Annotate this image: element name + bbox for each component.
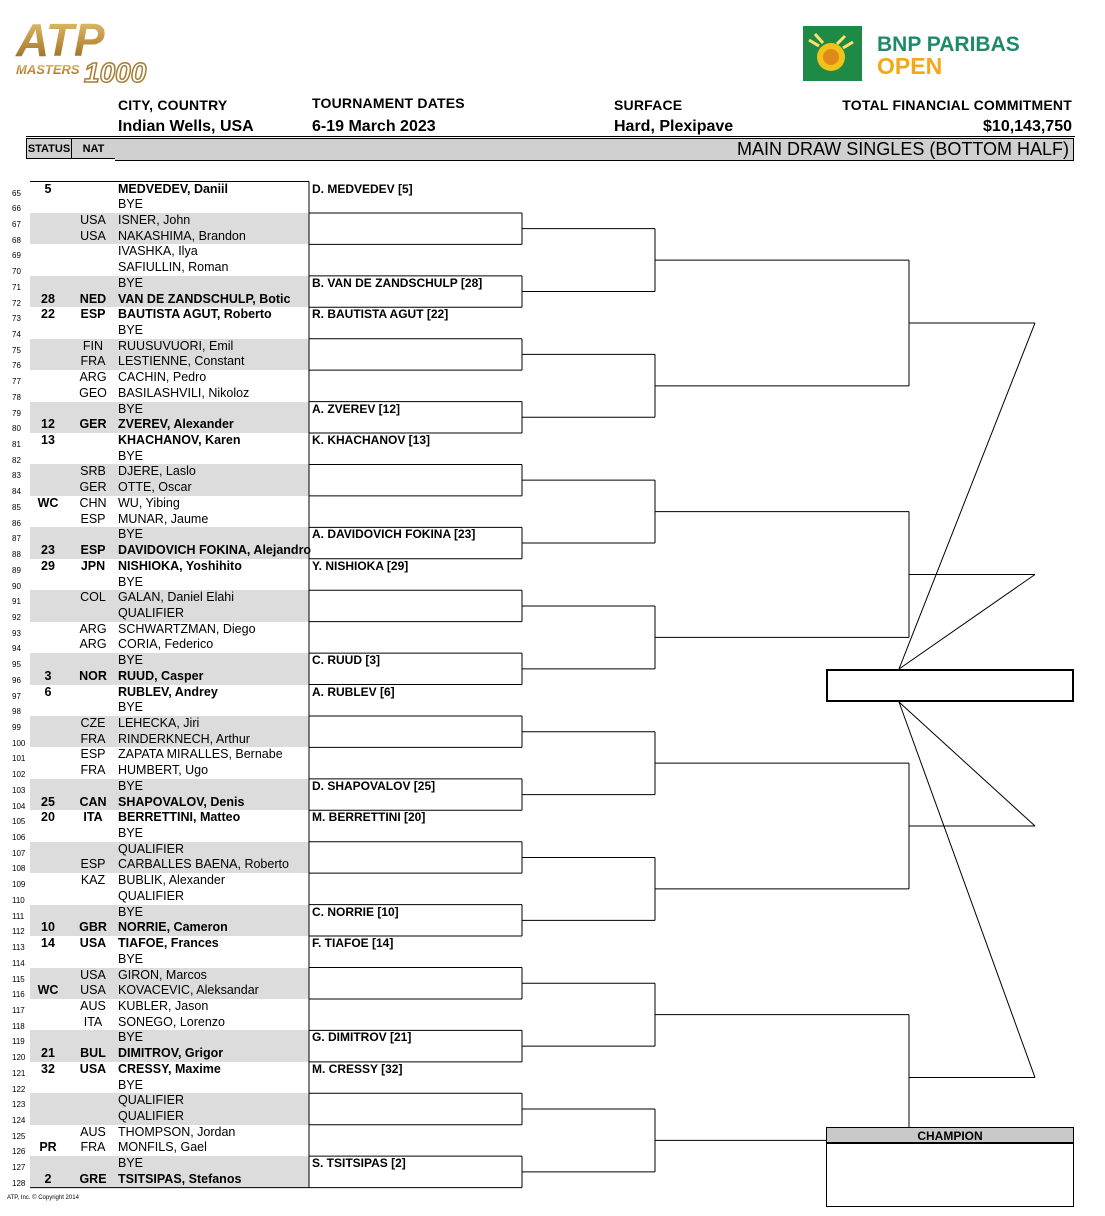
player-status: 2 [44,1171,52,1186]
draw-position: 112 [12,927,25,937]
player-nat: SRB [80,464,106,479]
player-name: SHAPOVALOV, Denis [118,794,245,809]
draw-title: MAIN DRAW SINGLES (BOTTOM HALF) [736,139,1069,159]
player-nat: ESP [80,511,106,526]
player-name: BYE [118,322,144,337]
player-nat: USA [79,936,107,951]
player-name: GIRON, Marcos [118,967,207,982]
round2-player: Y. NISHIOKA [29] [312,558,409,573]
player-name: OTTE, Oscar [118,480,192,495]
draw-position: 77 [12,377,21,387]
player-name: MONFILS, Gael [118,1140,207,1155]
player-nat: ARG [79,637,107,652]
draw-position: 74 [12,329,21,339]
player-nat: AUS [80,1124,106,1139]
round2-player: F. TIAFOE [14] [312,936,394,951]
player-name: KUBLER, Jason [118,998,209,1013]
player-status: 28 [41,291,55,306]
draw-position: 101 [12,754,26,764]
player-status: WC [37,983,59,998]
draw-position: 95 [12,660,21,670]
draw-position: 86 [12,518,21,528]
draw-position: 71 [12,282,21,292]
surface-value: Hard, Plexipave [614,118,734,135]
champion-box [826,1143,1074,1207]
player-name: LESTIENNE, Constant [118,354,245,369]
player-nat: FRA [80,1140,106,1155]
draw-position: 117 [12,1005,25,1015]
player-name: BYE [118,904,144,919]
city-value: Indian Wells, USA [118,118,254,135]
draw-position: 79 [12,408,21,418]
player-name: KHACHANOV, Karen [118,433,241,448]
draw-position: 119 [12,1037,25,1047]
draw-position: 125 [12,1131,26,1141]
draw-position: 115 [12,974,25,984]
draw-position: 96 [12,675,21,685]
player-name: BYE [118,1077,144,1092]
sf-line [899,702,1035,1078]
draw-position: 109 [12,880,26,890]
player-name: TIAFOE, Frances [118,936,219,951]
player-name: GALAN, Daniel Elahi [118,590,235,605]
player-name: BYE [118,527,144,542]
surface-label: SURFACE [614,97,683,113]
round2-player: D. SHAPOVALOV [25] [312,778,436,793]
player-nat: FIN [82,338,104,353]
player-name: QUALIFIER [118,1093,184,1108]
player-name: BYE [118,700,144,715]
player-nat: NED [79,291,107,306]
player-nat: GRE [79,1171,107,1186]
player-name: NAKASHIMA, Brandon [118,228,246,243]
draw-position: 107 [12,848,26,858]
player-name: KOVACEVIC, Aleksandar [118,983,259,998]
draw-position: 118 [12,1021,25,1031]
player-status: 6 [44,684,52,699]
draw-position: 90 [12,581,21,591]
player-nat: ARG [79,621,107,636]
player-nat: BUL [80,1046,106,1061]
player-nat: ESP [80,857,106,872]
player-name: BYE [118,1030,144,1045]
player-name: RUBLEV, Andrey [118,684,218,699]
draw-position: 99 [12,722,21,732]
draw-position: 114 [12,958,25,968]
player-nat: KAZ [80,873,106,888]
status-column-header: STATUS [26,138,72,159]
player-name: NORRIE, Cameron [118,920,228,935]
draw-position: 97 [12,691,21,701]
player-name: RUUSUVUORI, Emil [118,338,234,353]
player-name: QUALIFIER [118,605,184,620]
draw-position: 110 [12,895,25,905]
player-name: RUUD, Casper [118,668,204,683]
player-name: DAVIDOVICH FOKINA, Alejandro [118,543,312,558]
player-name: RINDERKNECH, Arthur [118,731,250,746]
player-status: 29 [41,558,55,573]
player-status: WC [37,495,59,510]
player-nat: CZE [80,715,106,730]
round2-player: A. ZVEREV [12] [312,401,401,416]
player-nat: JPN [80,558,106,573]
player-nat: ITA [83,810,103,825]
player-name: MEDVEDEV, Daniil [118,181,228,196]
draw-position: 126 [12,1147,26,1157]
draw-position: 102 [12,770,26,780]
player-name: BUBLIK, Alexander [118,873,226,888]
player-nat: GER [79,480,107,495]
dates-label: TOURNAMENT DATES [312,95,465,111]
player-nat: ESP [80,307,106,322]
player-nat: GEO [79,385,107,400]
draw-position: 100 [12,738,26,748]
player-status: 32 [41,1061,55,1076]
draw-position: 78 [12,392,21,402]
player-name: TSITSIPAS, Stefanos [118,1171,242,1186]
player-status: 23 [41,543,55,558]
draw-position: 105 [12,817,26,827]
player-name: BYE [118,653,144,668]
nat-column-header: NAT [71,138,116,159]
player-nat: FRA [80,354,106,369]
player-nat: FRA [80,731,106,746]
player-name: HUMBERT, Ugo [118,763,209,778]
player-name: NISHIOKA, Yoshihito [118,558,242,573]
player-name: MUNAR, Jaume [118,511,209,526]
player-status: 22 [41,307,55,322]
player-nat: NOR [79,668,107,683]
player-name: QUALIFIER [118,841,184,856]
round2-player: R. BAUTISTA AGUT [22] [312,307,449,322]
player-status: 12 [41,417,55,432]
player-name: BYE [118,1156,144,1171]
player-name: DIMITROV, Grigor [118,1046,224,1061]
player-name: SCHWARTZMAN, Diego [118,621,256,636]
draw-position: 113 [12,943,25,953]
draw-position: 85 [12,502,21,512]
round2-player: S. TSITSIPAS [2] [312,1156,406,1171]
player-status: PR [39,1140,57,1155]
player-status: 20 [41,810,55,825]
player-status: 5 [44,181,52,196]
commitment-label: TOTAL FINANCIAL COMMITMENT [842,97,1072,113]
draw-position: 111 [12,911,25,921]
player-name: VAN DE ZANDSCHULP, Botic [118,291,291,306]
player-name: CARBALLES BAENA, Roberto [118,857,289,872]
player-name: BAUTISTA AGUT, Roberto [118,307,272,322]
draw-position: 73 [12,314,21,324]
player-name: BYE [118,197,144,212]
masters-text: MASTERS [16,62,80,77]
player-name: SAFIULLIN, Roman [118,260,229,275]
draw-position: 75 [12,345,21,355]
player-nat: AUS [80,998,106,1013]
player-nat: USA [80,967,106,982]
draw-position: 65 [12,188,21,198]
commitment-value: $10,143,750 [983,118,1072,135]
player-name: ZVEREV, Alexander [118,417,234,432]
player-name: LEHECKA, Jiri [118,715,200,730]
player-nat: CAN [79,794,107,809]
city-label: CITY, COUNTRY [118,97,228,113]
player-name: WU, Yibing [118,495,180,510]
player-nat: ESP [80,747,106,762]
player-name: BASILASHVILI, Nikoloz [118,385,250,400]
bnp-line2: OPEN [877,53,943,79]
round2-player: C. NORRIE [10] [312,904,399,919]
player-name: BYE [118,275,144,290]
draw-position: 76 [12,361,21,371]
player-nat: ESP [80,543,106,558]
player-name: IVASHKA, Ilya [118,244,198,259]
player-status: 13 [41,433,55,448]
draw-position: 91 [12,597,21,607]
player-status: 14 [41,936,55,951]
atp-text: ATP [16,14,105,66]
player-nat: GER [79,417,107,432]
copyright-footer: ATP, Inc. © Copyright 2014 [7,1195,79,1201]
draw-position: 83 [12,471,21,481]
player-name: ISNER, John [118,212,191,227]
round2-player: C. RUUD [3] [312,653,380,668]
sf-line [899,575,1035,670]
player-nat: USA [80,983,106,998]
player-status: 3 [44,668,52,683]
draw-position: 127 [12,1163,26,1173]
draw-position: 104 [12,801,26,811]
draw-position: 66 [12,204,21,214]
player-nat: USA [80,212,106,227]
player-name: SONEGO, Lorenzo [118,1014,225,1029]
round2-player: M. CRESSY [32] [312,1061,403,1076]
round2-player: M. BERRETTINI [20] [312,810,426,825]
draw-position: 87 [12,534,21,544]
draw-position: 81 [12,440,21,450]
player-name: ZAPATA MIRALLES, Bernabe [118,747,283,762]
player-name: BYE [118,574,144,589]
player-name: BYE [118,826,144,841]
player-status: 10 [41,920,55,935]
player-name: BYE [118,401,144,416]
sf-line [899,702,1035,826]
draw-position: 116 [12,990,25,1000]
player-status: 21 [41,1046,55,1061]
draw-position: 92 [12,612,21,622]
draw-position: 82 [12,455,21,465]
draw-position: 124 [12,1115,26,1125]
player-nat: USA [79,1061,107,1076]
player-nat: GBR [79,920,107,935]
bnp-line1: BNP PARIBAS [877,33,1020,56]
player-name: BYE [118,448,144,463]
round2-player: A. DAVIDOVICH FOKINA [23] [312,527,476,542]
draw-position: 108 [12,864,26,874]
draw-position: 98 [12,707,21,717]
round2-player: A. RUBLEV [6] [312,684,395,699]
draw-position: 67 [12,219,21,229]
round2-player: B. VAN DE ZANDSCHULP [28] [312,275,483,290]
draw-position: 120 [12,1053,26,1063]
player-nat: COL [80,590,106,605]
draw-position: 89 [12,565,21,575]
champion-header: CHAMPION [826,1127,1074,1143]
player-name: CACHIN, Pedro [118,370,207,385]
player-name: QUALIFIER [118,1108,184,1123]
player-status: 25 [41,794,55,809]
draw-position: 84 [12,487,21,497]
thousand-text: 1000 [84,57,147,88]
player-name: BYE [118,778,144,793]
player-nat: ITA [83,1014,103,1029]
draw-position: 106 [12,833,26,843]
round2-player: K. KHACHANOV [13] [312,433,431,448]
draw-position: 72 [12,298,21,308]
draw-position: 93 [12,628,21,638]
player-name: CORIA, Federico [118,637,214,652]
draw-position: 94 [12,644,21,654]
player-name: BERRETTINI, Matteo [118,810,241,825]
player-name: DJERE, Laslo [118,464,196,479]
player-name: QUALIFIER [118,888,184,903]
player-nat: USA [80,228,106,243]
round2-player: G. DIMITROV [21] [312,1030,412,1045]
draw-position: 121 [12,1068,26,1078]
draw-position: 68 [12,235,21,245]
player-name: THOMPSON, Jordan [118,1124,236,1139]
dates-value: 6-19 March 2023 [312,118,436,135]
final-box [826,669,1074,702]
round2-player: D. MEDVEDEV [5] [312,181,413,196]
draw-position: 128 [12,1178,26,1188]
draw-position: 123 [12,1100,26,1110]
player-name: CRESSY, Maxime [118,1061,221,1076]
player-nat: FRA [80,763,106,778]
sf-line [899,323,1035,669]
player-nat: CHN [79,495,107,510]
player-nat: ARG [79,370,107,385]
draw-position: 122 [12,1084,26,1094]
draw-position: 88 [12,550,21,560]
draw-position: 103 [12,785,26,795]
draw-position: 70 [12,267,21,277]
player-name: BYE [118,951,144,966]
draw-position: 69 [12,251,21,261]
draw-position: 80 [12,424,21,434]
